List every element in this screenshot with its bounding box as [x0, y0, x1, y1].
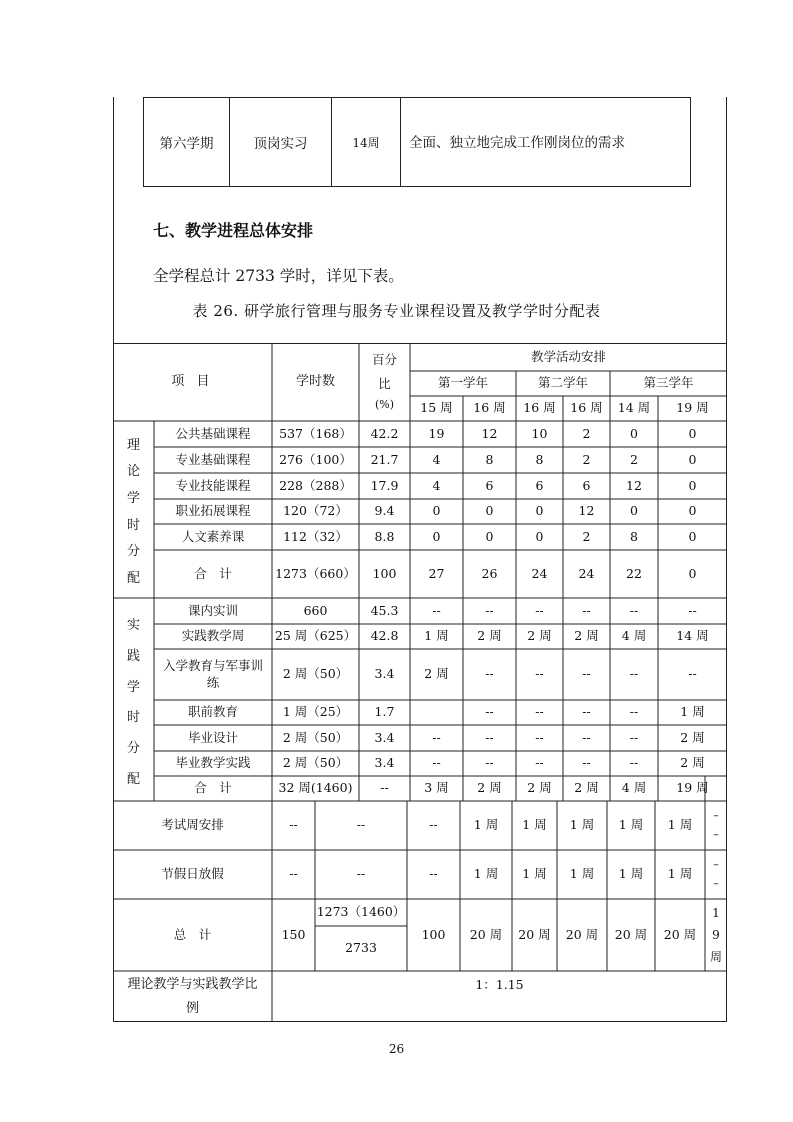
row-hours: 2 周（50）	[282, 729, 349, 745]
total-week: 20 周	[614, 926, 648, 942]
row-week-value: --	[629, 666, 639, 682]
header-week: 16 周	[473, 400, 506, 416]
item-cell: 顶岗实习	[230, 98, 332, 186]
ratio-label: 理论教学与实践教学比例	[127, 977, 258, 1016]
table-caption: 表 26. 研学旅行管理与服务专业课程设置及教学学时分配表	[192, 302, 601, 320]
row-hours: 660	[303, 602, 328, 618]
header-percent-line: 比	[378, 375, 391, 391]
row-week-value: --	[582, 666, 591, 682]
row-name: 课内实训	[187, 602, 238, 618]
row-week-value: --	[688, 602, 697, 618]
row-name: 人文素养课	[181, 528, 245, 544]
total-week: 20 周	[518, 926, 551, 942]
row-name: 合 计	[194, 780, 232, 796]
exam-week: 1 周	[618, 817, 644, 833]
row-week-value: 24	[578, 565, 595, 581]
holiday-week: 1 周	[618, 866, 644, 882]
holiday-label: 节假日放假	[161, 866, 224, 882]
row-percent: 9.4	[374, 503, 395, 519]
row-week-value: 4	[432, 477, 441, 493]
row-week-value: 0	[630, 503, 638, 519]
row-hours: 32 周(1460)	[278, 780, 353, 796]
exam-last-char: –	[713, 827, 719, 841]
row-percent: 42.8	[370, 628, 399, 644]
row-week-value: 0	[688, 565, 697, 581]
row-week-value: 22	[626, 565, 642, 581]
row-hours: 276（100）	[279, 451, 352, 467]
row-percent: 45.3	[370, 602, 399, 618]
row-week-value: --	[629, 755, 639, 771]
theory-group-char: 学	[126, 491, 140, 507]
row-week-value: --	[629, 704, 639, 720]
row-percent: 1.7	[374, 704, 395, 720]
row-week-value: 0	[688, 477, 697, 493]
row-week-value: 19	[428, 425, 445, 441]
row-week-value: 0	[688, 528, 697, 544]
header-week: 16 周	[523, 400, 556, 416]
row-week-value: 2 周	[527, 780, 552, 796]
header-year-2: 第二学年	[537, 375, 588, 391]
row-week-value: 8	[630, 528, 638, 544]
row-week-value: 8	[485, 451, 494, 467]
row-week-value: 2	[582, 528, 591, 544]
row-week-value: 14 周	[676, 628, 709, 644]
header-hours: 学时数	[295, 374, 335, 390]
practice-group-char: 分	[126, 741, 140, 757]
row-week-value: 0	[688, 425, 697, 441]
row-hours: 1 周（25）	[282, 704, 349, 720]
row-week-value: --	[432, 602, 441, 618]
row-week-value: --	[535, 666, 544, 682]
practice-group-char: 配	[126, 772, 140, 788]
practice-group-char: 学	[126, 679, 140, 695]
row-name: 职业拓展课程	[175, 503, 251, 519]
header-week: 16 周	[570, 400, 603, 416]
theory-group-char: 时	[126, 517, 140, 533]
row-hours: 2 周（50）	[282, 755, 349, 771]
row-week-value: 0	[535, 528, 544, 544]
row-week-value: 26	[481, 565, 498, 581]
holiday-week: 1 周	[569, 866, 595, 882]
exam-week: 1 周	[667, 817, 693, 833]
holiday-last-char: –	[713, 876, 719, 890]
row-week-value: --	[629, 729, 639, 745]
row-week-value: 2 周	[424, 666, 449, 682]
header-year-1: 第一学年	[437, 375, 488, 391]
header-week: 15 周	[420, 400, 453, 416]
row-percent: 8.8	[374, 528, 395, 544]
row-week-value: 2	[582, 451, 591, 467]
exam-label: 考试周安排	[161, 817, 224, 833]
row-week-value: 2 周	[574, 628, 599, 644]
holiday-week: 1 周	[522, 866, 547, 882]
practice-group-char: 时	[126, 710, 140, 726]
row-hours: 2 周（50）	[282, 666, 349, 682]
row-hours: 25 周（625）	[274, 628, 357, 644]
row-week-value: 0	[535, 503, 544, 519]
page-number: 26	[388, 1042, 405, 1056]
holiday-last	[705, 850, 727, 899]
holiday-last-char: –	[713, 857, 719, 871]
weeks-cell: 14周	[332, 98, 401, 186]
row-week-value: --	[432, 755, 441, 771]
header-week: 19 周	[676, 400, 709, 416]
holiday-sub: --	[356, 866, 366, 882]
row-week-value: 0	[485, 528, 494, 544]
row-name: 公共基础课程	[175, 425, 251, 441]
row-week-value: 2	[582, 425, 591, 441]
row-week-value: --	[535, 602, 544, 618]
ratio-value: 1：1.15	[475, 976, 524, 992]
row-week-value: --	[535, 755, 544, 771]
row-week-value: 6	[485, 477, 494, 493]
row-week-value: --	[485, 755, 494, 771]
exam-week: 1 周	[569, 817, 595, 833]
holiday-pct: --	[429, 866, 438, 882]
header-percent	[359, 343, 410, 421]
row-hours: 112（32）	[283, 528, 348, 544]
total-hours: 150	[281, 926, 306, 942]
exam-last	[705, 801, 727, 850]
row-percent: --	[380, 780, 389, 796]
exam-hours: --	[289, 817, 298, 833]
row-percent: 42.2	[370, 425, 399, 441]
theory-group-char: 分	[126, 544, 140, 560]
header-year-3: 第三学年	[643, 375, 694, 391]
row-week-value: 6	[582, 477, 591, 493]
row-week-value: 0	[688, 503, 697, 519]
theory-group-char: 配	[126, 571, 140, 587]
row-name: 入学教育与军事训练	[162, 657, 263, 690]
practice-group-char: 践	[126, 648, 140, 664]
row-name: 专业基础课程	[175, 451, 251, 467]
summary-paragraph: 全学程总计 2733 学时，详见下表。	[153, 267, 404, 285]
row-percent: 17.9	[370, 477, 399, 493]
row-hours: 537（168）	[279, 425, 352, 441]
header-percent-line: (%)	[374, 398, 395, 412]
semester-cell: 第六学期	[144, 98, 230, 186]
row-name: 实践教学周	[181, 628, 245, 644]
section-heading: 七、教学进程总体安排	[153, 221, 314, 240]
header-activity: 教学活动安排	[530, 348, 606, 364]
header-item: 项 目	[171, 374, 214, 390]
total-label: 总 计	[173, 926, 212, 942]
row-percent: 3.4	[374, 729, 395, 745]
row-week-value: --	[485, 602, 494, 618]
row-week-value: 0	[432, 528, 441, 544]
row-name: 毕业设计	[187, 729, 238, 745]
row-week-value: 0	[630, 425, 638, 441]
practice-group-char: 实	[126, 617, 140, 633]
total-last-char: 9	[712, 927, 720, 942]
row-week-value: 2	[630, 451, 638, 467]
row-week-value: 4 周	[621, 780, 647, 796]
row-week-value: 6	[535, 477, 544, 493]
header-week: 14 周	[617, 400, 651, 416]
row-week-value: --	[629, 602, 639, 618]
row-week-value: 2 周	[680, 755, 705, 771]
row-name: 合 计	[194, 565, 232, 581]
exam-sub: --	[356, 817, 366, 833]
row-week-value: --	[582, 729, 591, 745]
row-week-value: --	[535, 704, 544, 720]
row-week-value: 24	[531, 565, 548, 581]
row-week-value: --	[582, 602, 591, 618]
row-week-value: 0	[485, 503, 494, 519]
row-week-value: 1 周	[424, 628, 449, 644]
row-name: 毕业教学实践	[175, 755, 251, 771]
row-hours: 228（288）	[279, 477, 352, 493]
row-week-value: 2 周	[574, 780, 599, 796]
holiday-week: 1 周	[667, 866, 693, 882]
row-week-value: 27	[428, 565, 445, 581]
desc-cell: 全面、独立地完成工作刚岗位的需求	[409, 135, 625, 151]
row-percent: 3.4	[374, 755, 395, 771]
header-percent-line: 百分	[371, 351, 397, 367]
row-week-value: 12	[578, 503, 595, 519]
row-week-value: 3 周	[424, 780, 449, 796]
total-last-char: 1	[712, 905, 720, 920]
theory-group-char: 论	[126, 464, 140, 480]
row-hours: 120（72）	[283, 503, 348, 519]
row-week-value: 19 周	[676, 780, 709, 796]
row-week-value: --	[582, 755, 591, 771]
row-week-value: 0	[432, 503, 441, 519]
row-week-value: --	[432, 729, 441, 745]
row-week-value: 8	[535, 451, 544, 467]
row-week-value: --	[485, 704, 494, 720]
row-week-value: --	[535, 729, 544, 745]
row-week-value: --	[582, 704, 591, 720]
total-week: 20 周	[469, 926, 503, 942]
practice-group-label	[113, 608, 154, 793]
total-sub-bottom: 2733	[345, 940, 377, 956]
row-percent: 3.4	[374, 666, 395, 682]
row-week-value: 0	[688, 451, 697, 467]
exam-pct: --	[429, 817, 438, 833]
total-week: 20 周	[565, 926, 599, 942]
holiday-week: 1 周	[473, 866, 499, 882]
row-week-value: --	[485, 666, 494, 682]
row-hours: 1273（660）	[275, 565, 356, 581]
row-week-value: 1 周	[680, 704, 705, 720]
row-name: 专业技能课程	[175, 477, 251, 493]
row-week-value: 4 周	[621, 628, 647, 644]
row-percent: 21.7	[370, 451, 399, 467]
row-week-value: 12	[481, 425, 498, 441]
exam-last-char: –	[713, 808, 719, 822]
row-week-value: 2 周	[680, 729, 705, 745]
total-last-char: 周	[709, 950, 722, 965]
theory-group-label	[113, 430, 154, 590]
row-week-value: 2 周	[477, 780, 502, 796]
theory-group-char: 理	[126, 437, 140, 453]
row-week-value: --	[485, 729, 494, 745]
total-last	[705, 899, 727, 971]
total-week: 20 周	[663, 926, 697, 942]
total-sub-top: 1273（1460）	[316, 904, 406, 920]
exam-week: 1 周	[473, 817, 499, 833]
row-week-value: 10	[531, 425, 548, 441]
row-week-value: --	[688, 666, 697, 682]
row-week-value: 4	[432, 451, 441, 467]
holiday-hours: --	[289, 866, 298, 882]
row-percent: 100	[372, 565, 397, 581]
exam-week: 1 周	[522, 817, 547, 833]
total-pct: 100	[421, 926, 446, 942]
row-week-value: 12	[626, 477, 642, 493]
row-week-value: 2 周	[527, 628, 552, 644]
row-week-value: 2 周	[477, 628, 502, 644]
row-week-value	[410, 700, 463, 725]
row-name: 职前教育	[187, 704, 238, 720]
